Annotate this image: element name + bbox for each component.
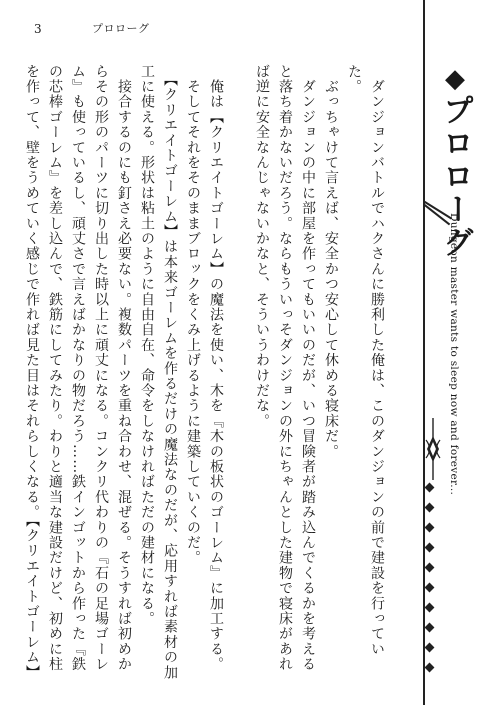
running-head: プロローグ <box>92 22 150 35</box>
diamond-icon <box>425 563 435 573</box>
title-bullet-icon: ◆ <box>440 64 470 94</box>
diamond-icon <box>425 643 435 653</box>
diamond-icon <box>425 583 435 593</box>
diamond-icon <box>425 663 435 673</box>
diamond-icon <box>425 603 435 613</box>
page-number: 3 <box>34 22 42 36</box>
chapter-subtitle: Dungeon master wants to sleep now and forever... <box>448 213 460 496</box>
diamond-icon <box>425 503 435 513</box>
diamond-icon <box>425 523 435 533</box>
diamond-icon <box>425 483 435 493</box>
side-rule <box>423 0 425 705</box>
diamond-icon <box>425 623 435 633</box>
diamond-column <box>426 484 433 671</box>
chapter-title-text: プロローグ <box>437 94 473 259</box>
diamond-icon <box>425 543 435 553</box>
diamond-flourish-icon <box>421 418 445 480</box>
body-text: ダンジョンバトルでハクさんに勝利した俺は、このダンジョンの前で建設を行っていた。 ぶっちゃけて言えば、安全かつ安心して休める寝床だ。 ダンジョンの中に部屋を作ってもいいのだが、いつ冒険者が踏み込んでくるかを考えると落ち着かないだろう。ならもういっそダンジョンの外にちゃんとした建物で寝床があれば逆に安全なんじゃないかなと、そういうわけだな。 俺は【クリエイトゴーレム】の魔法を使い、木を『木の板状のゴーレム』に加工する。 そしてそれをそのままブロックをくみ上げるように建築していくのだ。 【クリエイトゴーレム】は本来ゴーレムを作るだけの魔法なのだが、応用すれば素材の加工に使える。形状は粘土のように自由自在、命令をしなければただの建材になる。 接合するのにも釘さえ必要ない。複数パーツを重ね合わせ、混ぜる。そうすれば初めからその形のパーツに切り出した時以上に頑丈になる。コンクリ代わりの『石の足場ゴーレム』も使っているし、頑丈さで言えばかなりの物だろう……鉄インゴットから作った『鉄の芯棒ゴーレム』を差し込んで、鉄筋にしてみたり。わりと適当な建設だけど、初めに柱を作って、壁をうめていく感じで作れば見た目はそれらしくなる。【クリエイトゴーレム】 <box>24 64 385 681</box>
